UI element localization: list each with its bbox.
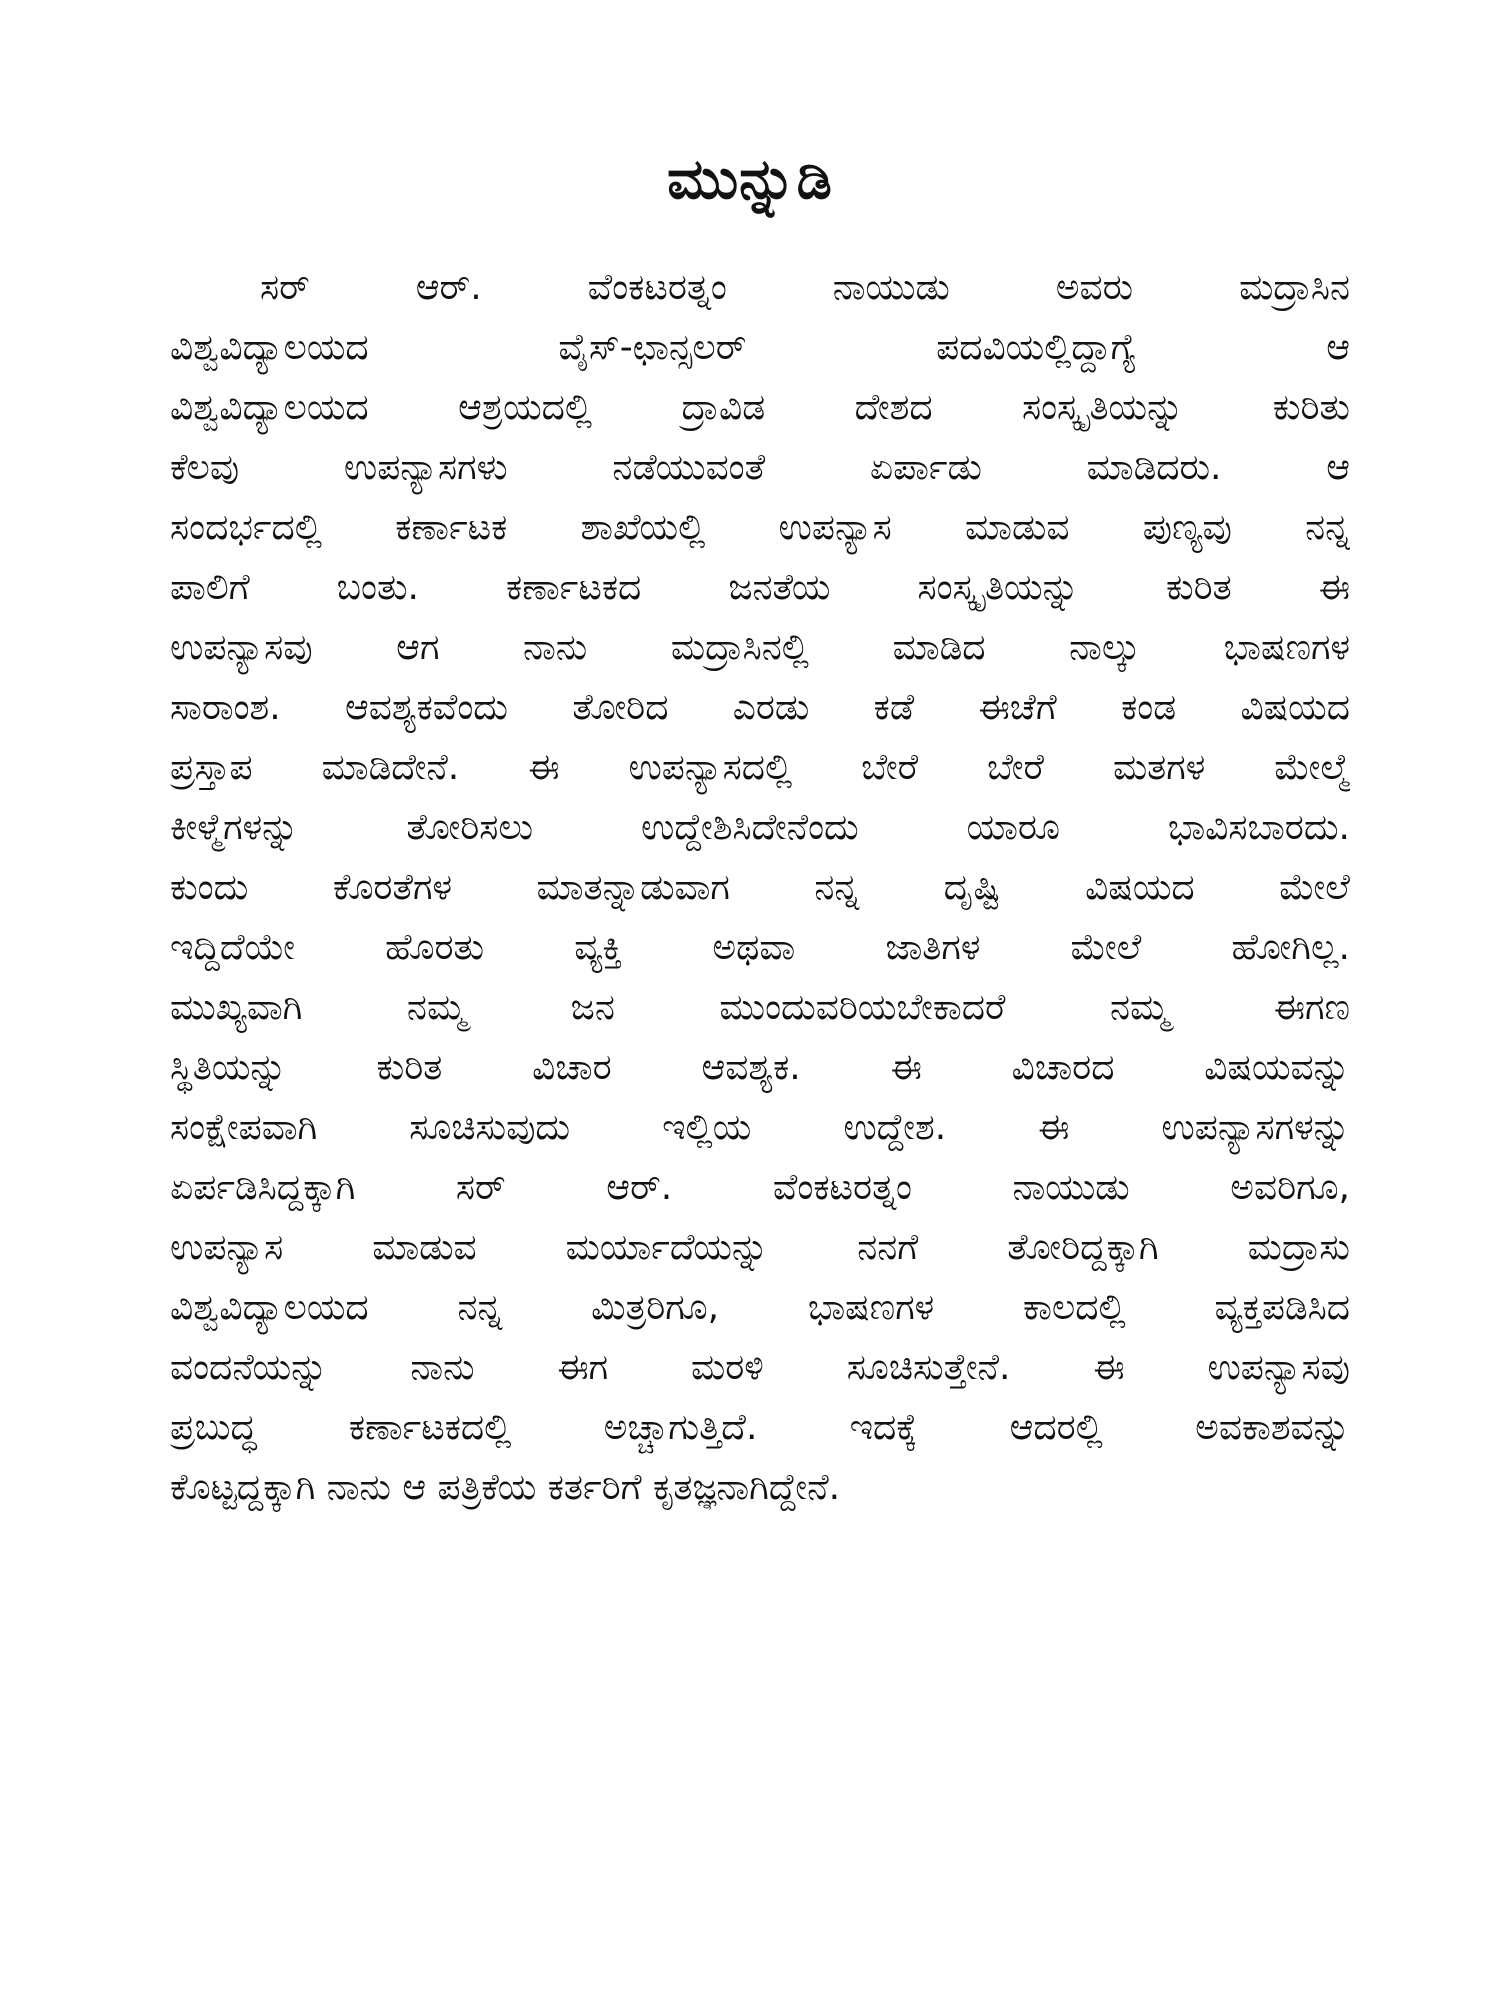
paragraph-line: ಪ್ರಬುದ್ಧ ಕರ್ಣಾಟಕದಲ್ಲಿ ಅಚ್ಚಾಗುತ್ತಿದೆ. ಇದಕ್ಕೆ ಆದರಲ್ಲಿ ಅವಕಾಶವನ್ನು bbox=[170, 1407, 1350, 1448]
paragraph-line: ಕೆಲವು ಉಪನ್ಯಾಸಗಳು ನಡೆಯುವಂತೆ ಏರ್ಪಾಡು ಮಾಡಿದರು. ಆ bbox=[170, 447, 1350, 488]
paragraph-line: ಉಪನ್ಯಾಸವು ಆಗ ನಾನು ಮದ್ರಾಸಿನಲ್ಲಿ ಮಾಡಿದ ನಾಲ್ಕು ಭಾಷಣಗಳ bbox=[170, 627, 1350, 668]
paragraph-line: ವಿಶ್ವವಿದ್ಯಾಲಯದ ಆಶ್ರಯದಲ್ಲಿ ದ್ರಾವಿಡ ದೇಶದ ಸಂಸ್ಕೃತಿಯನ್ನು ಕುರಿತು bbox=[170, 387, 1350, 428]
page-title: ಮುನ್ನುಡಿ bbox=[667, 147, 833, 212]
paragraph-line: ಏರ್ಪಡಿಸಿದ್ದಕ್ಕಾಗಿ ಸರ್ ಆರ್. ವೆಂಕಟರತ್ನಂ ನಾಯುಡು ಅವರಿಗೂ, bbox=[170, 1167, 1350, 1208]
paragraph-line: ಉಪನ್ಯಾಸ ಮಾಡುವ ಮರ್ಯಾದೆಯನ್ನು ನನಗೆ ತೋರಿದ್ದಕ್ಕಾಗಿ ಮದ್ರಾಸು bbox=[170, 1227, 1350, 1268]
paragraph-line: ಸರ್ ಆರ್. ವೆಂಕಟರತ್ನಂ ನಾಯುಡು ಅವರು ಮದ್ರಾಸಿನ bbox=[260, 267, 1350, 308]
paragraph-line: ಸ್ಥಿತಿಯನ್ನು ಕುರಿತ ವಿಚಾರ ಆವಶ್ಯಕ. ಈ ವಿಚಾರದ ವಿಷಯವನ್ನು bbox=[170, 1047, 1350, 1088]
paragraph-line: ಸಂಕ್ಷೇಪವಾಗಿ ಸೂಚಿಸುವುದು ಇಲ್ಲಿಯ ಉದ್ದೇಶ. ಈ ಉಪನ್ಯಾಸಗಳನ್ನು bbox=[170, 1107, 1350, 1148]
preface-paragraph bbox=[170, 258, 1350, 1518]
paragraph-line: ಸಂದರ್ಭದಲ್ಲಿ ಕರ್ಣಾಟಕ ಶಾಖೆಯಲ್ಲಿ ಉಪನ್ಯಾಸ ಮಾಡುವ ಪುಣ್ಯವು ನನ್ನ bbox=[170, 507, 1350, 548]
paragraph-line: ಪಾಲಿಗೆ ಬಂತು. ಕರ್ಣಾಟಕದ ಜನತೆಯ ಸಂಸ್ಕೃತಿಯನ್ನು ಕುರಿತ ಈ bbox=[170, 567, 1350, 608]
paragraph-line: ಕೊಟ್ಟದ್ದಕ್ಕಾಗಿ ನಾನು ಆ ಪತ್ರಿಕೆಯ ಕರ್ತರಿಗೆ ಕೃತಜ್ಞನಾಗಿದ್ದೇನೆ. bbox=[170, 1467, 841, 1508]
paragraph-line: ಮುಖ್ಯವಾಗಿ ನಮ್ಮ ಜನ ಮುಂದುವರಿಯಬೇಕಾದರೆ ನಮ್ಮ ಈಗಣ bbox=[170, 987, 1350, 1028]
paragraph-line: ಕುಂದು ಕೊರತೆಗಳ ಮಾತನ್ನಾಡುವಾಗ ನನ್ನ ದೃಷ್ಟಿ ವಿಷಯದ ಮೇಲೆ bbox=[170, 867, 1350, 908]
paragraph-line: ಕೀಳ್ಮೆಗಳನ್ನು ತೋರಿಸಲು ಉದ್ದೇಶಿಸಿದೇನೆಂದು ಯಾರೂ ಭಾವಿಸಬಾರದು. bbox=[170, 807, 1350, 848]
paragraph-line: ಸಾರಾಂಶ. ಆವಶ್ಯಕವೆಂದು ತೋರಿದ ಎರಡು ಕಡೆ ಈಚೆಗೆ ಕಂಡ ವಿಷಯದ bbox=[170, 687, 1350, 728]
paragraph-line: ವಿಶ್ವವಿದ್ಯಾಲಯದ ನನ್ನ ಮಿತ್ರರಿಗೂ, ಭಾಷಣಗಳ ಕಾಲದಲ್ಲಿ ವ್ಯಕ್ತಪಡಿಸಿದ bbox=[170, 1287, 1350, 1328]
paragraph-line: ಇದ್ದಿದೆಯೇ ಹೊರತು ವ್ಯಕ್ತಿ ಅಥವಾ ಜಾತಿಗಳ ಮೇಲೆ ಹೋಗಿಲ್ಲ. bbox=[170, 927, 1350, 968]
paragraph-line: ಪ್ರಸ್ತಾಪ ಮಾಡಿದೇನೆ. ಈ ಉಪನ್ಯಾಸದಲ್ಲಿ ಬೇರೆ ಬೇರೆ ಮತಗಳ ಮೇಲ್ಮೆ bbox=[170, 747, 1350, 788]
paragraph-line: ವಂದನೆಯನ್ನು ನಾನು ಈಗ ಮರಳಿ ಸೂಚಿಸುತ್ತೇನೆ. ಈ ಉಪನ್ಯಾಸವು bbox=[170, 1347, 1350, 1388]
paragraph-line: ವಿಶ್ವವಿದ್ಯಾಲಯದ ವೈಸ್-ಛಾನ್ಸಲರ್ ಪದವಿಯಲ್ಲಿದ್ದಾಗ್ಯೆ ಆ bbox=[170, 327, 1350, 368]
